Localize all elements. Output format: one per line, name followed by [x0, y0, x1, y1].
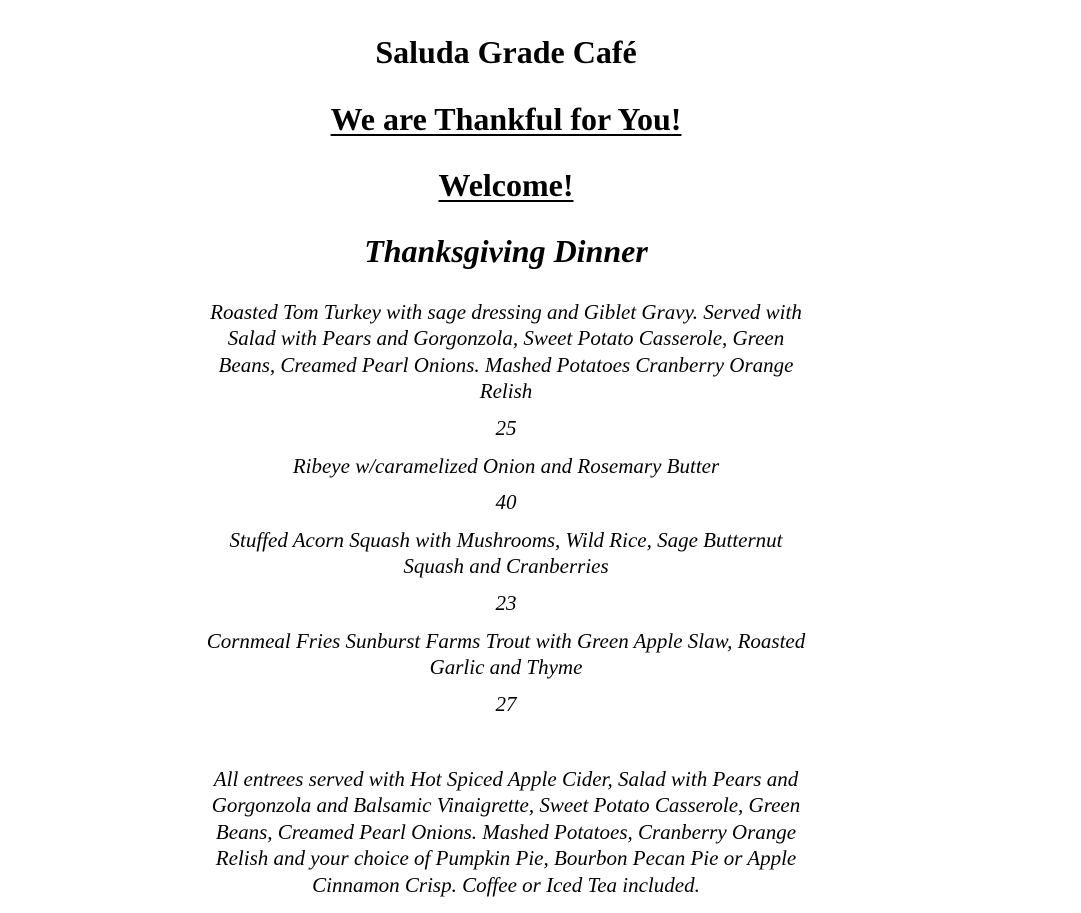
description-line: Squash and Cranberries: [403, 554, 609, 579]
menu-item: [180, 299, 832, 405]
description-line: Salad with Pears and Gorgonzola, Sweet Potato Casserole, Green: [227, 326, 785, 351]
menu-item: [180, 628, 832, 681]
description-line: Relish: [479, 379, 533, 404]
menu-item-description: [180, 453, 832, 479]
included-note: [180, 766, 832, 898]
menu-item: [180, 527, 832, 580]
description-line: Beans, Creamed Pearl Onions. Mashed Potatoes Cranberry Orange: [218, 352, 794, 377]
menu-item-price: 25: [495, 416, 517, 440]
restaurant-name: Saluda Grade Café: [375, 34, 637, 70]
description-line: Cornmeal Fries Sunburst Farms Trout with Green Apple Slaw, Roasted: [206, 629, 806, 653]
description-line: Roasted Tom Turkey with sage dressing and Giblet Gravy. Served with: [210, 300, 802, 324]
note-line: Relish and your choice of Pumpkin Pie, Bourbon Pecan Pie or Apple: [215, 846, 797, 871]
note-line: All entrees served with Hot Spiced Apple Cider, Salad with Pears and: [213, 767, 799, 791]
note-line: Beans, Creamed Pearl Onions. Mashed Potatoes, Cranberry Orange: [215, 819, 797, 844]
menu-item-description: [180, 527, 832, 580]
headline: We are Thankful for You!: [330, 101, 682, 137]
menu-item-price: 23: [495, 591, 517, 615]
menu-title: Thanksgiving Dinner: [364, 233, 648, 269]
menu-item-description: [180, 628, 832, 681]
description-line: Garlic and Thyme: [429, 655, 583, 680]
welcome-heading: Welcome!: [438, 167, 574, 203]
menu-item-price: 27: [495, 692, 517, 716]
description-line: Ribeye w/caramelized Onion and Rosemary Butter: [292, 454, 720, 478]
note-line: Gorgonzola and Balsamic Vinaigrette, Sweet Potato Casserole, Green: [211, 793, 801, 818]
menu-item-price: 40: [495, 490, 517, 514]
menu-item: [180, 453, 832, 479]
description-line: Stuffed Acorn Squash with Mushrooms, Wild Rice, Sage Butternut: [229, 528, 783, 552]
menu-item-description: [180, 299, 832, 405]
note-line: Cinnamon Crisp. Coffee or Iced Tea included.: [312, 872, 700, 897]
